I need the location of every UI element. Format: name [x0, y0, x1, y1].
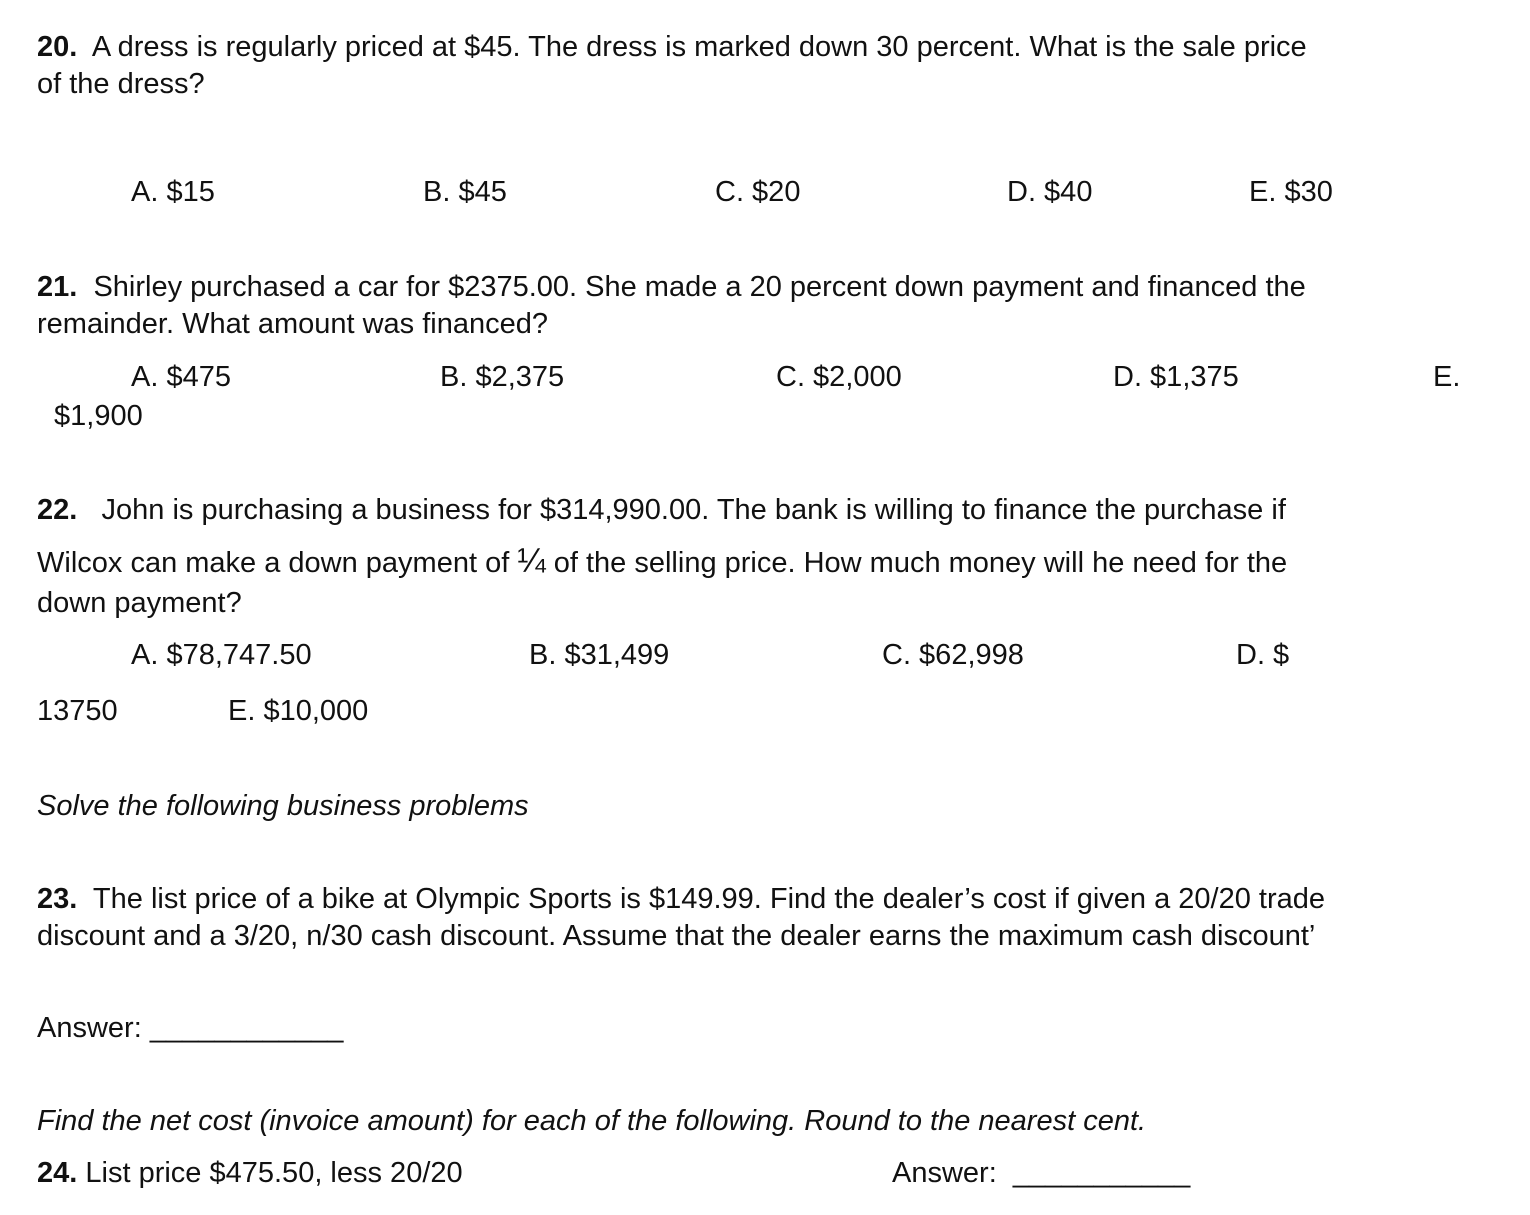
q22-choice-c: C. $62,998 [882, 639, 1024, 671]
q21-text: Shirley purchased a car for $2375.00. She made a 20 percent down payment and financed the [93, 271, 1306, 303]
q21-choice-e-value: $1,900 [54, 400, 143, 432]
q20-line1 [37, 29, 1307, 66]
q21-number: 21. [37, 271, 78, 303]
q24-text: List price $475.50, less 20/20 [85, 1157, 463, 1189]
q21-line1 [37, 269, 1306, 306]
q24-number: 24. [37, 1157, 78, 1189]
q23-answer [37, 1010, 343, 1047]
q20-choice-e: E. $30 [1249, 176, 1333, 208]
q21-choice-e: E. [1433, 361, 1461, 393]
q21-line2: remainder. What amount was financed? [37, 308, 548, 340]
q23-line1 [37, 881, 1325, 918]
q21-choice-b: B. $2,375 [440, 361, 565, 393]
q22-choice-e: E. $10,000 [228, 695, 369, 727]
q23-answer-blank[interactable]: ____________ [149, 1012, 344, 1044]
q24-answer-label: Answer: [892, 1157, 997, 1189]
q21-choice-c: C. $2,000 [776, 361, 902, 393]
q24-answer-blank[interactable]: ___________ [1012, 1157, 1191, 1189]
q21-choice-a: A. $475 [131, 361, 231, 393]
q20-choice-a: A. $15 [131, 176, 215, 208]
q20-line2: of the dress? [37, 68, 205, 100]
q23-line2: discount and a 3/20, n/30 cash discount. Assume that the dealer earns the maximum cash discount’ [37, 920, 1316, 952]
q22-line2 [37, 543, 1287, 582]
q22-choice-d-value: 13750 [37, 695, 118, 727]
q24-answer [892, 1155, 1190, 1192]
q22-choice-a: A. $78,747.50 [131, 639, 312, 671]
q23-number: 23. [37, 883, 78, 915]
q23-answer-label: Answer: [37, 1012, 142, 1044]
q20-choice-d: D. $40 [1007, 176, 1093, 208]
q22-choice-d: D. $ [1236, 639, 1290, 671]
q24-line [37, 1155, 463, 1192]
q22-number: 22. [37, 494, 78, 526]
q22-text: John is purchasing a business for $314,990.00. The bank is willing to finance the purchase if [101, 494, 1286, 526]
q23-text: The list price of a bike at Olympic Sports is $149.99. Find the dealer’s cost if given a 20/20 trade [92, 883, 1325, 915]
q20-choice-c: C. $20 [715, 176, 801, 208]
section-instruction-business-problems: Solve the following business problems [37, 790, 529, 822]
q20-text: A dress is regularly priced at $45. The dress is marked down 30 percent. What is the sale price [91, 31, 1307, 63]
q22-text-before-fraction: Wilcox can make a down payment of [37, 547, 518, 579]
q22-line1 [37, 492, 1286, 529]
section-instruction-net-cost: Find the net cost (invoice amount) for each of the following. Round to the nearest cent. [37, 1105, 1147, 1137]
q22-line3: down payment? [37, 587, 242, 619]
q20-number: 20. [37, 31, 78, 63]
q21-choice-d: D. $1,375 [1113, 361, 1239, 393]
q22-fraction: ¼ [517, 542, 546, 580]
q22-text-after-fraction: of the selling price. How much money will he need for the [545, 547, 1288, 579]
q20-choice-b: B. $45 [423, 176, 507, 208]
q22-choice-b: B. $31,499 [529, 639, 670, 671]
